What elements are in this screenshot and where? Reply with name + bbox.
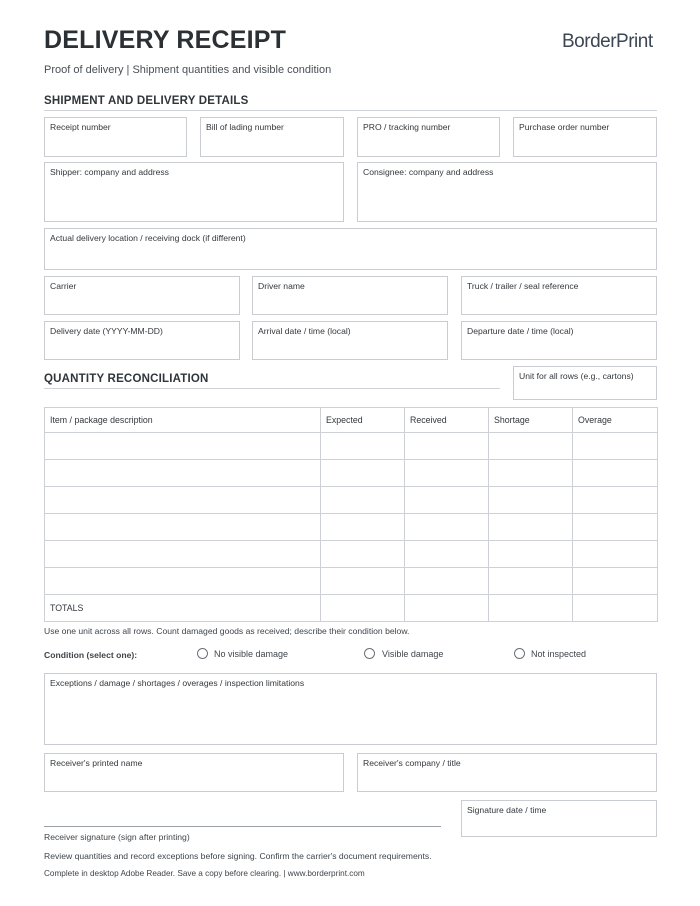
field-label: Purchase order number: [519, 122, 610, 132]
shortage-cell[interactable]: [489, 487, 573, 514]
field-label: Consignee: company and address: [363, 167, 494, 177]
radio-label: No visible damage: [214, 649, 289, 659]
field-label: Actual delivery location / receiving dock (if different): [50, 233, 246, 243]
description-cell[interactable]: [45, 460, 321, 487]
receipt-number-field[interactable]: [44, 117, 187, 157]
received-cell[interactable]: [405, 433, 489, 460]
field-label: Delivery date (YYYY-MM-DD): [50, 326, 163, 336]
receiver-name-field[interactable]: [44, 753, 344, 792]
field-label: Departure date / time (local): [467, 326, 574, 336]
overage-cell[interactable]: [573, 541, 658, 568]
totals-row: [45, 595, 658, 622]
shortage-cell[interactable]: [489, 568, 573, 595]
overage-total-cell[interactable]: [573, 595, 658, 622]
field-label: Shipper: company and address: [50, 167, 169, 177]
overage-cell[interactable]: [573, 460, 658, 487]
signature-label: Receiver signature (sign after printing): [44, 832, 190, 842]
field-label: Receiver's company / title: [363, 758, 461, 768]
column-header-description: Item / package description: [45, 408, 321, 433]
column-header-overage: Overage: [573, 408, 658, 433]
radio-label: Not inspected: [531, 649, 587, 659]
table-row: [45, 460, 658, 487]
received-cell[interactable]: [405, 568, 489, 595]
description-cell[interactable]: [45, 433, 321, 460]
bill-of-lading-field[interactable]: [200, 117, 344, 157]
shipper-field[interactable]: [44, 162, 344, 222]
totals-label: TOTALS: [45, 595, 321, 622]
unit-field[interactable]: [513, 366, 657, 400]
expected-cell[interactable]: [321, 460, 405, 487]
quantity-table: [44, 407, 658, 622]
expected-cell[interactable]: [321, 541, 405, 568]
arrival-time-field[interactable]: [252, 321, 448, 360]
section-rule: [44, 110, 657, 111]
carrier-field[interactable]: [44, 276, 240, 315]
overage-cell[interactable]: [573, 487, 658, 514]
signature-line[interactable]: [44, 826, 441, 827]
driver-name-field[interactable]: [252, 276, 448, 315]
brand-logo: BorderPrint: [562, 31, 653, 52]
received-cell[interactable]: [405, 460, 489, 487]
field-label: Carrier: [50, 281, 77, 291]
shortage-cell[interactable]: [489, 433, 573, 460]
consignee-field[interactable]: [357, 162, 657, 222]
shortage-cell[interactable]: [489, 514, 573, 541]
field-label: Exceptions / damage / shortages / overages / inspection limitations: [50, 678, 305, 688]
received-total-cell[interactable]: [405, 595, 489, 622]
description-cell[interactable]: [45, 487, 321, 514]
delivery-date-field[interactable]: [44, 321, 240, 360]
radio-label: Visible damage: [382, 649, 444, 659]
description-cell[interactable]: [45, 514, 321, 541]
received-cell[interactable]: [405, 487, 489, 514]
field-label: Receipt number: [50, 122, 111, 132]
table-row: [45, 568, 658, 595]
field-label: Arrival date / time (local): [258, 326, 351, 336]
truck-trailer-field[interactable]: [461, 276, 657, 315]
overage-cell[interactable]: [573, 433, 658, 460]
section-heading-quantity: QUANTITY RECONCILIATION: [44, 373, 209, 385]
receiver-company-field[interactable]: [357, 753, 657, 792]
expected-total-cell[interactable]: [321, 595, 405, 622]
field-label: Driver name: [258, 281, 305, 291]
radio-not-inspected[interactable]: [514, 648, 525, 659]
section-rule: [44, 388, 500, 389]
purchase-order-field[interactable]: [513, 117, 657, 157]
radio-no-visible-damage[interactable]: [197, 648, 208, 659]
table-row: [45, 541, 658, 568]
shortage-total-cell[interactable]: [489, 595, 573, 622]
radio-visible-damage[interactable]: [364, 648, 375, 659]
condition-label: Condition (select one):: [44, 650, 138, 660]
shortage-cell[interactable]: [489, 460, 573, 487]
review-note: Review quantities and record exceptions before signing. Confirm the carrier's document requirements.: [44, 851, 432, 861]
page-subtitle: Proof of delivery | Shipment quantities and visible condition: [44, 64, 332, 76]
overage-cell[interactable]: [573, 568, 658, 595]
received-cell[interactable]: [405, 514, 489, 541]
table-row: [45, 514, 658, 541]
quantity-note: Use one unit across all rows. Count damaged goods as received; describe their condition below.: [44, 626, 410, 636]
received-cell[interactable]: [405, 541, 489, 568]
description-cell[interactable]: [45, 541, 321, 568]
field-label: PRO / tracking number: [363, 122, 451, 132]
expected-cell[interactable]: [321, 487, 405, 514]
field-label: Receiver's printed name: [50, 758, 143, 768]
departure-time-field[interactable]: [461, 321, 657, 360]
page-title: DELIVERY RECEIPT: [44, 26, 287, 54]
field-label: Signature date / time: [467, 805, 547, 815]
footer-note: Complete in desktop Adobe Reader. Save a copy before clearing. | www.borderprint.com: [44, 869, 365, 878]
shortage-cell[interactable]: [489, 541, 573, 568]
expected-cell[interactable]: [321, 568, 405, 595]
expected-cell[interactable]: [321, 433, 405, 460]
signature-date-field[interactable]: [461, 800, 657, 837]
delivery-location-field[interactable]: [44, 228, 657, 270]
pro-tracking-field[interactable]: [357, 117, 500, 157]
field-label: Unit for all rows (e.g., cartons): [519, 371, 634, 381]
column-header-expected: Expected: [321, 408, 405, 433]
column-header-received: Received: [405, 408, 489, 433]
table-row: [45, 433, 658, 460]
table-row: [45, 487, 658, 514]
overage-cell[interactable]: [573, 514, 658, 541]
column-header-shortage: Shortage: [489, 408, 573, 433]
table-header-row: [45, 408, 658, 433]
field-label: Bill of lading number: [206, 122, 284, 132]
field-label: Truck / trailer / seal reference: [467, 281, 579, 291]
section-heading-shipment: SHIPMENT AND DELIVERY DETAILS: [44, 95, 249, 107]
description-cell[interactable]: [45, 568, 321, 595]
expected-cell[interactable]: [321, 514, 405, 541]
exceptions-field[interactable]: [44, 673, 657, 745]
